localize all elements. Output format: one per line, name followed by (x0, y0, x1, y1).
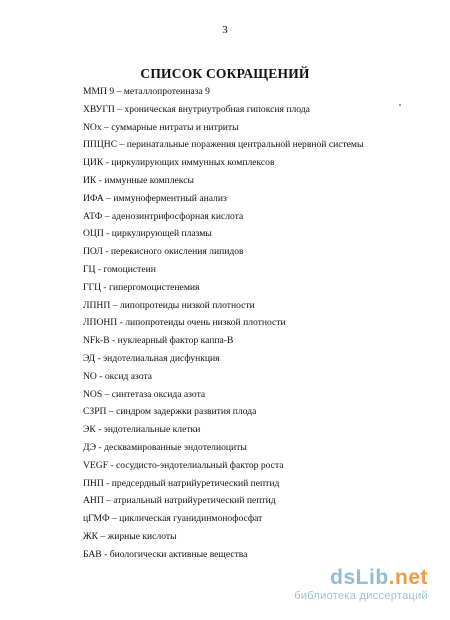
abbreviation-item: ЛПНП – липопротеиды низкой плотности (83, 299, 255, 311)
page-number: 3 (222, 24, 228, 36)
watermark (294, 566, 428, 602)
abbreviation-item: ДЭ - десквамированные эндотелиоциты (83, 441, 247, 453)
abbreviation-item: ПОЛ - перекисного окисления липидов (83, 246, 244, 258)
abbreviation-item: VEGF - сосудисто-эндотелиальный фактор роста (83, 459, 284, 471)
abbreviation-item: ЭД - эндотелиальная дисфункция (83, 352, 220, 364)
abbreviation-item: ММП 9 – металлопротеиназа 9 (83, 86, 210, 97)
abbreviation-item: NFk-B - нуклеарный фактор каппа-В (83, 335, 234, 347)
abbreviation-item: цГМФ – циклическая гуанидинмонофосфат (83, 513, 263, 525)
watermark-logo (294, 566, 428, 590)
abbreviation-item: ЖК – жирные кислоты (83, 530, 177, 542)
abbreviation-item: ОЦП - циркулирующей плазмы (83, 228, 212, 240)
abbreviation-item: ИФА – иммуноферментный анализ (83, 192, 227, 204)
abbreviation-item: NOS – синтетаза оксида азота (83, 388, 206, 400)
abbreviation-item: АНП – атриальный натрийуретический пептид (83, 495, 276, 507)
abbreviation-item: БАВ - биологически активные вещества (83, 548, 248, 560)
abbreviation-item: ЦИК - циркулирующих иммунных комплексов (83, 157, 275, 169)
abbreviation-item: ППЦНС – перинатальные поражения центральной нервной системы (83, 139, 364, 151)
abbreviation-item: ИК - иммунные комплексы (83, 174, 194, 186)
watermark-subtitle: библиотека диссертаций (294, 590, 428, 602)
abbreviation-item: СЗРП – синдром задержки развития плода (83, 406, 257, 418)
watermark-brand: dsLib (330, 566, 389, 589)
abbreviation-item: NOx – суммарные нитраты и нитриты (83, 121, 239, 133)
abbreviation-list (83, 83, 423, 564)
abbreviation-item: ХВУГП – хроническая внутриутробная гипоксия плода (83, 103, 310, 115)
abbreviation-item: ЭК - эндотелиальные клетки (83, 424, 201, 436)
watermark-brand-suffix: .net (388, 566, 428, 589)
abbreviation-item: ГЦ - гомоцистеин (83, 263, 156, 275)
abbreviation-item: АТФ – аденозинтрифосфорная кислота (83, 210, 244, 222)
abbreviation-item: ГГЦ - гипергомоцистенемия (83, 281, 200, 293)
abbreviation-item: ЛПОНП - липопротеиды очень низкой плотности (83, 317, 286, 329)
page-title: СПИСОК СОКРАЩЕНИЙ (140, 66, 310, 81)
abbreviation-item: ПНП - предсердный натрийуретический пептид (83, 477, 280, 489)
abbreviation-item: NO - оксид азота (83, 370, 152, 382)
